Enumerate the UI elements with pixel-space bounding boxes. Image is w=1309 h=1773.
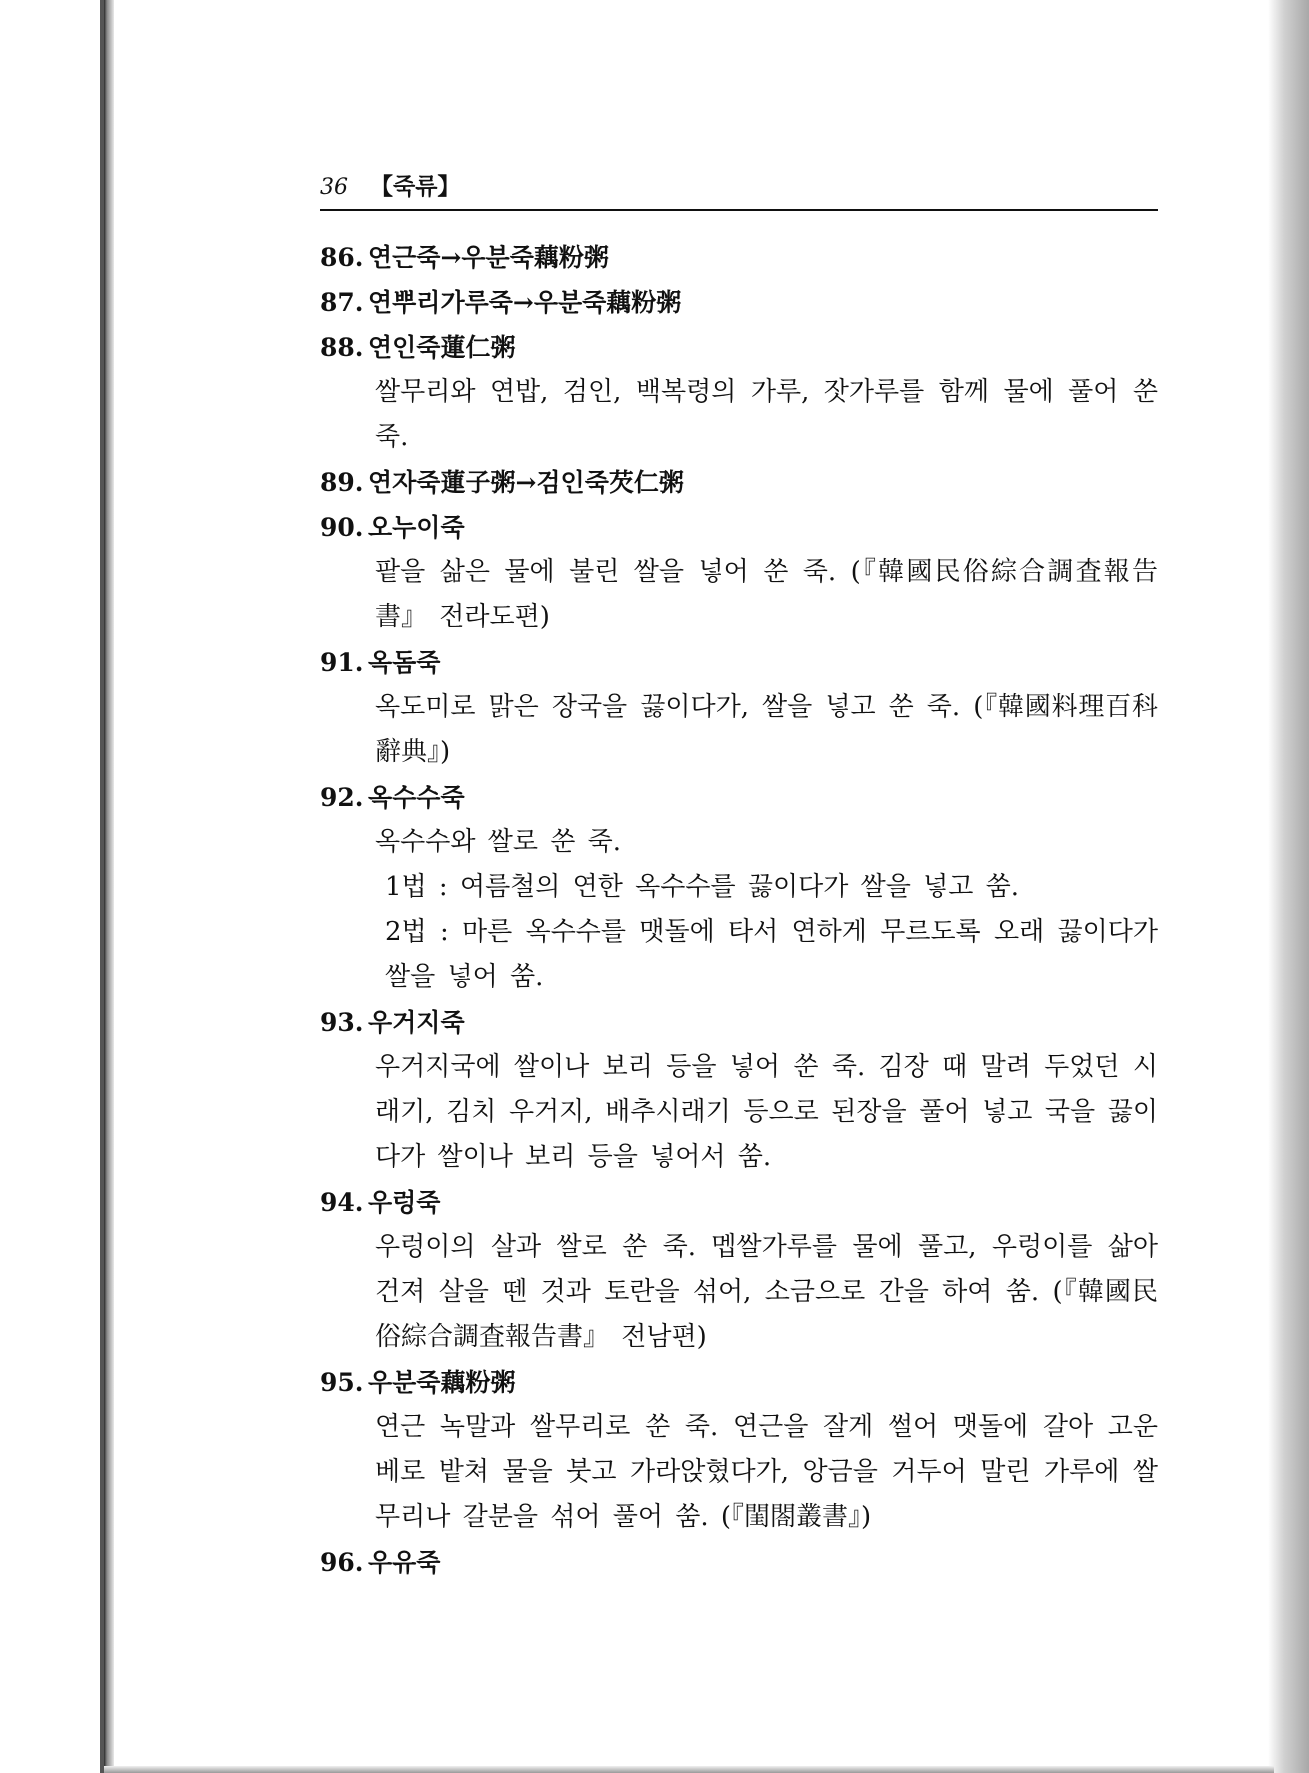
entry-description [375,820,1158,1000]
entry-number: 94. [320,1188,364,1217]
scan-shadow-bottom [104,1766,1274,1773]
entry-title: 오누이죽 [368,513,465,542]
entry-87 [320,280,1158,325]
entry-title: 연자죽蓮子粥→검인죽芡仁粥 [368,468,684,497]
method-2: 2법 : 마른 옥수수를 맷돌에 타서 연하게 무르도록 오래 끓이다가 쌀을 넣어 쑴. [385,917,1158,992]
entry-number: 92. [320,783,364,812]
entry-number: 95. [320,1368,364,1397]
entry-number: 89. [320,468,364,497]
entry-list [320,235,1158,1585]
entry-88 [320,325,1158,460]
entry-number: 88. [320,333,364,362]
entry-title: 우유죽 [368,1548,441,1577]
entry-description: 옥도미로 맑은 장국을 끓이다가, 쌀을 넣고 쑨 죽. (『韓國料理百科辭典』) [375,692,1158,767]
entry-title: 우거지죽 [368,1008,465,1037]
entry-description: 쌀무리와 연밥, 검인, 백복령의 가루, 잣가루를 함께 물에 풀어 쑨 죽. [375,377,1158,452]
running-header [320,168,1158,211]
entry-92 [320,775,1158,1000]
entry-description: 팥을 삶은 물에 불린 쌀을 넣어 쑨 죽. (『韓國民俗綜合調査報告書』 전라도편) [375,557,1158,632]
entry-description: 연근 녹말과 쌀무리로 쑨 죽. 연근을 잘게 썰어 맷돌에 갈아 고운 베로 밭쳐 물을 붓고 가라앉혔다가, 앙금을 거두어 말린 가루에 쌀무리나 갈분을 섞어 풀어 쑴. (『閨閤叢書』) [375,1412,1158,1532]
scan-shadow-right [1268,0,1309,1773]
entry-90 [320,505,1158,640]
entry-title: 옥수수죽 [368,783,465,812]
entry-number: 93. [320,1008,364,1037]
entry-title: 우분죽藕粉粥 [368,1368,516,1397]
entry-number: 86. [320,243,364,272]
entry-title: 연근죽→우분죽藕粉粥 [368,243,609,272]
entry-title: 우렁죽 [368,1188,441,1217]
entry-title: 옥돔죽 [368,648,441,677]
entry-description: 우거지국에 쌀이나 보리 등을 넣어 쑨 죽. 김장 때 말려 두었던 시래기, 김치 우거지, 배추시래기 등으로 된장을 풀어 넣고 국을 끓이다가 쌀이나 보리 등을 넣어서 쑴. [375,1052,1158,1172]
entry-95 [320,1360,1158,1540]
entry-93 [320,1000,1158,1180]
entry-number: 96. [320,1548,364,1577]
entry-91 [320,640,1158,775]
entry-94 [320,1180,1158,1360]
entry-description: 우렁이의 살과 쌀로 쑨 죽. 멥쌀가루를 물에 풀고, 우렁이를 삶아 건져 살을 뗀 것과 토란을 섞어, 소금으로 간을 하여 쑴. (『韓國民俗綜合調査報告書』 전남편) [375,1232,1158,1352]
scan-shadow-left [104,0,114,1773]
page-number: 36 [320,175,348,200]
entry-96 [320,1540,1158,1585]
entry-summary: 옥수수와 쌀로 쑨 죽. [375,827,621,857]
entry-title: 연인죽蓮仁粥 [368,333,516,362]
entry-89 [320,460,1158,505]
book-page [320,168,1158,1585]
entry-number: 91. [320,648,364,677]
entry-86 [320,235,1158,280]
entry-number: 90. [320,513,364,542]
entry-number: 87. [320,288,364,317]
method-1: 1법 : 여름철의 연한 옥수수를 끓이다가 쌀을 넣고 쑴. [385,872,1020,902]
section-title: 【죽류】 [370,173,461,200]
entry-title: 연뿌리가루죽→우분죽藕粉粥 [368,288,682,317]
